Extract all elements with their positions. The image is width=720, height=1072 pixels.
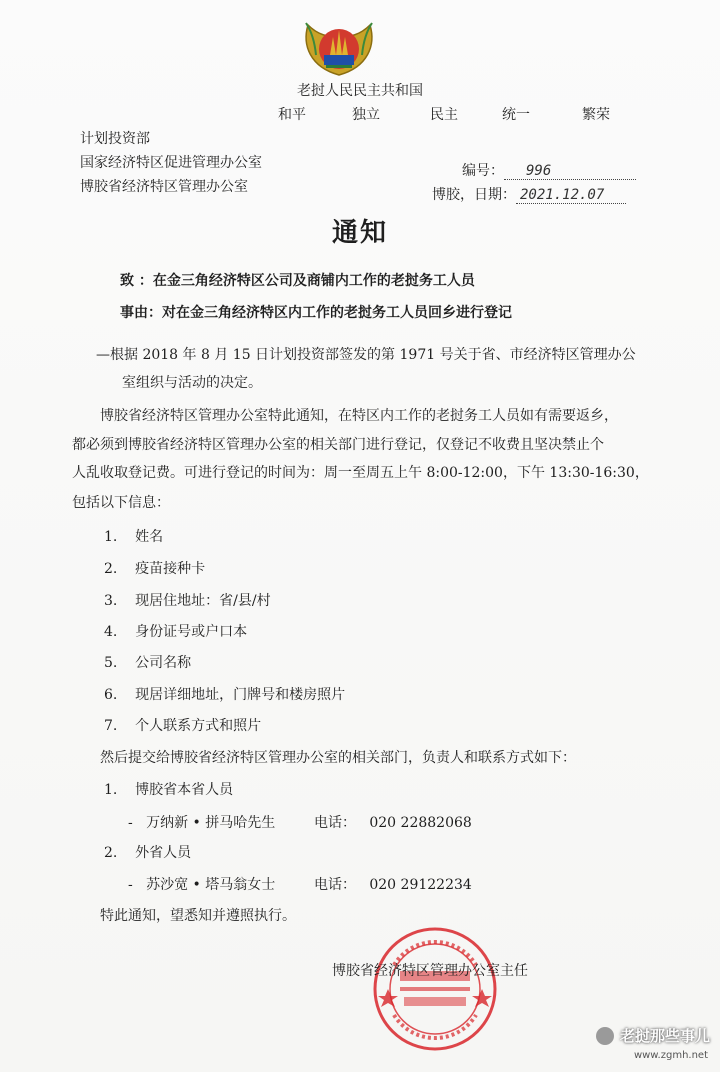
motto-prosperity: 繁荣	[582, 107, 610, 123]
list-item: 1. 姓名	[104, 529, 164, 545]
addressee-line: 致 ：在金三角经济特区公司及商铺内工作的老挝务工人员	[120, 273, 475, 289]
paragraph-1-line-2: 室组织与活动的决定。	[122, 375, 262, 391]
watermark-url: www.zgmh.net	[633, 1050, 708, 1061]
place-label: 博胶，	[432, 187, 474, 203]
paragraph-1-line-1: —根据 2018 年 8 月 15 日计划投资部签发的第 1971 号关于省、市经济特区管理办公	[96, 347, 636, 363]
list-item: 7. 个人联系方式和照片	[104, 718, 262, 734]
motto-peace: 和平	[278, 107, 306, 123]
motto-independence: 独立	[352, 107, 380, 123]
subject-line: 事由：对在金三角经济特区内工作的老挝务工人员回乡进行登记	[120, 305, 512, 321]
contact-group: 2. 外省人员	[104, 845, 192, 861]
motto-unity: 统一	[502, 107, 530, 123]
paragraph-2-line-4: 包括以下信息：	[72, 495, 170, 511]
list-item: 6. 现居详细地址，门牌号和楼房照片	[104, 687, 346, 703]
list-item: 5. 公司名称	[104, 655, 192, 671]
department-3: 博胶省经济特区管理办公室	[80, 179, 248, 195]
document-number	[462, 160, 636, 180]
list-item: 3. 现居住地址：省/县/村	[104, 593, 271, 609]
wechat-icon	[596, 1027, 614, 1045]
motto-democracy: 民主	[430, 107, 458, 123]
watermark	[596, 1025, 710, 1046]
list-item: 4. 身份证号或户口本	[104, 624, 248, 640]
number-value: 996	[504, 163, 636, 180]
department-2: 国家经济特区促进管理办公室	[80, 155, 262, 171]
document-date	[432, 184, 626, 204]
paragraph-2-line-1: 博胶省经济特区管理办公室特此通知，在特区内工作的老挝务工人员如有需要返乡，	[100, 408, 618, 424]
official-stamp-icon	[370, 925, 500, 1053]
contact-group: 1. 博胶省本省人员	[104, 782, 234, 798]
submit-instruction: 然后提交给博胶省经济特区管理办公室的相关部门，负责人和联系方式如下：	[100, 750, 576, 766]
date-label: 日期：	[474, 187, 516, 203]
contact-person: - 万纳新 • 拼马哈先生	[128, 815, 276, 831]
paragraph-2-line-3: 人乱收取登记费。可进行登记的时间为：周一至周五上午 8:00-12:00，下午 13:30-16:30，	[72, 465, 649, 481]
number-label: 编号：	[462, 163, 504, 179]
list-item: 2. 疫苗接种卡	[104, 561, 206, 577]
department-1: 计划投资部	[80, 131, 150, 147]
country-name: 老挝人民民主共和国	[297, 83, 423, 99]
signature-title: 博胶省经济特区管理办公室主任	[332, 963, 528, 979]
contact-person: - 苏沙宽 • 塔马翁女士	[128, 877, 276, 893]
closing-line: 特此通知，望悉知并遵照执行。	[100, 908, 296, 924]
watermark-text: 老挝那些事儿	[619, 1027, 710, 1045]
contact-phone: 电话： 020 22882068	[314, 815, 472, 831]
notice-title: 通知	[331, 218, 388, 248]
paragraph-2-line-2: 都必须到博胶省经济特区管理办公室的相关部门进行登记，仅登记不收费且坚决禁止个	[72, 437, 604, 453]
date-value: 2021.12.07	[516, 187, 626, 204]
national-emblem-icon	[300, 15, 378, 79]
contact-phone: 电话： 020 29122234	[314, 877, 472, 893]
